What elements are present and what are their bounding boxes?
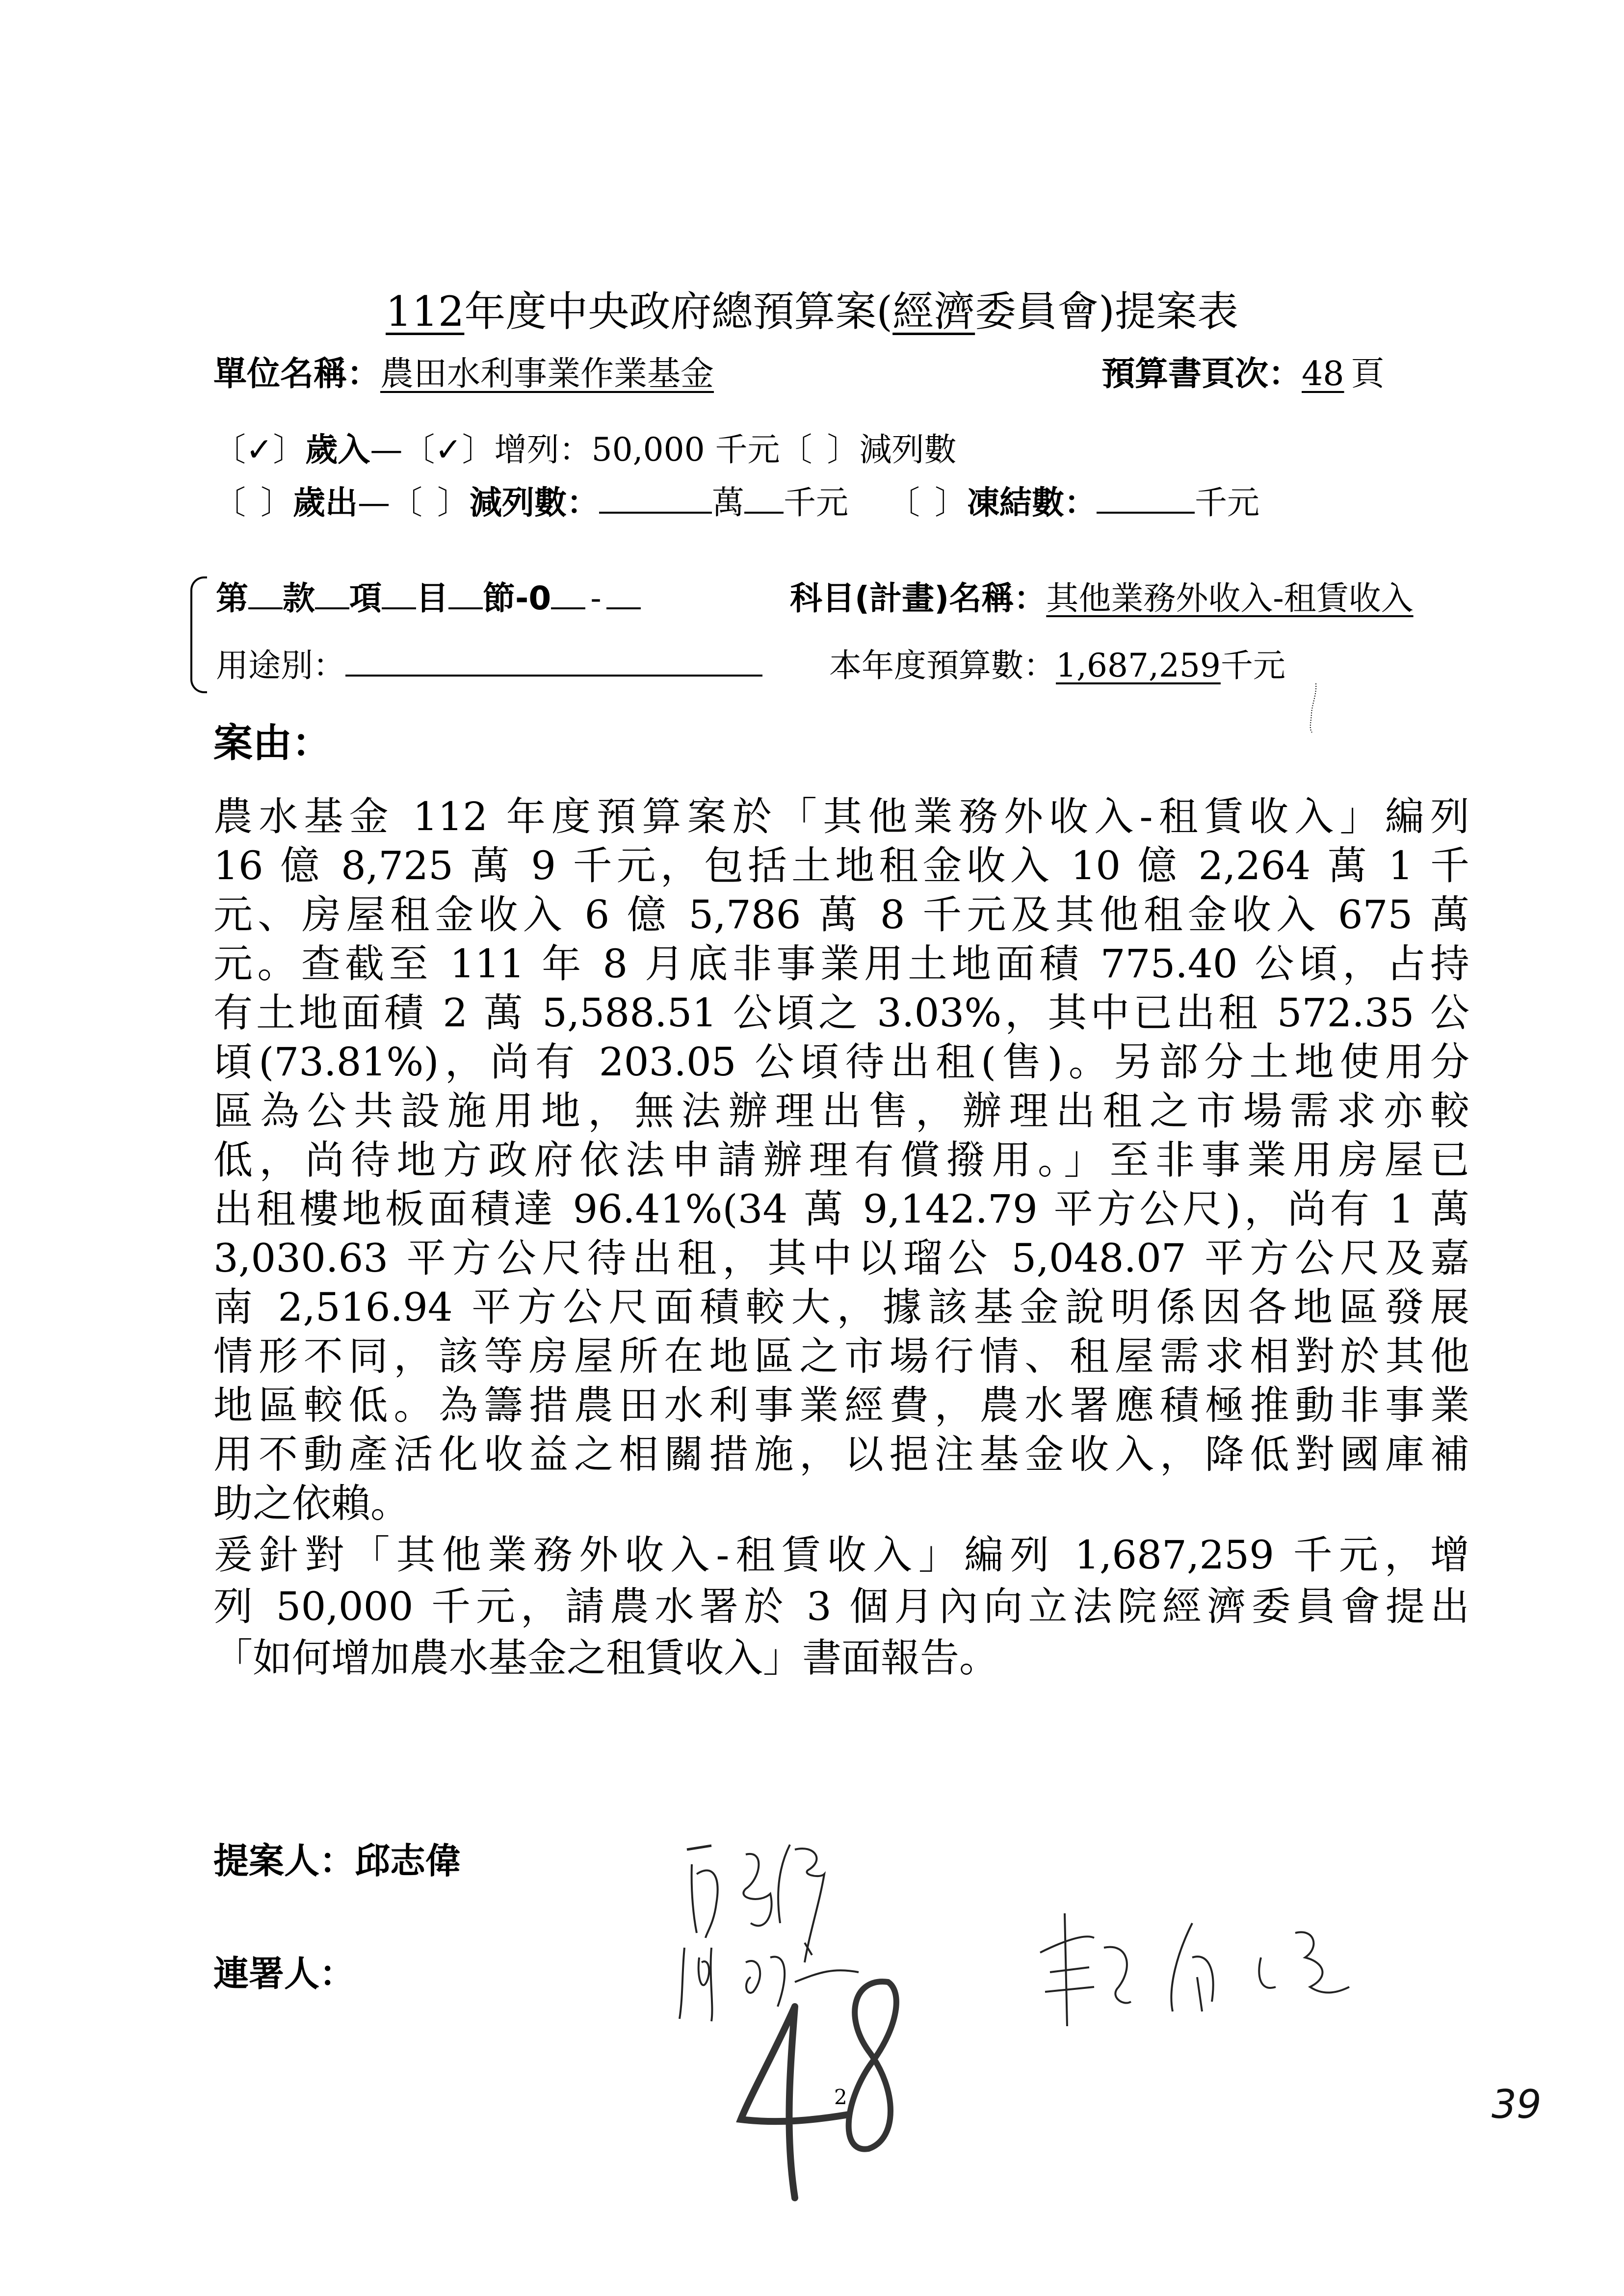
unit-row: [213, 352, 714, 396]
proposer-label: 提案人：邱志偉: [213, 1840, 461, 1881]
title-post: 委員會)提案表: [975, 287, 1238, 336]
expenditure-checkbox[interactable]: 〔 〕: [213, 484, 293, 522]
reason-line: 爰針對「其他業務外收入-租賃收入」編列 1,687,259 千元，增: [213, 1532, 1469, 1578]
reason-line: 頃(73.81%)，尚有 203.05 公頃待出租(售)。另部分土地使用分: [213, 1039, 1469, 1085]
di-label: 第: [216, 579, 248, 617]
jie-blank[interactable]: [448, 578, 483, 609]
title-committee: 經濟: [892, 287, 975, 336]
account-bracket: [190, 576, 207, 693]
revenue-label: 歲入: [305, 431, 370, 469]
exp-decrease-checkbox[interactable]: 〔 〕: [390, 484, 470, 522]
page-ref-unit: 頁: [1351, 355, 1385, 393]
usage-row: [216, 644, 762, 688]
reason-line: 用不動產活化收益之相關措施，以挹注基金收入，降低對國庫補: [213, 1432, 1469, 1477]
page-ref-label: 預算書頁次：: [1101, 355, 1302, 393]
decrease-label: 減列數: [859, 431, 957, 469]
wan-blank[interactable]: [599, 482, 712, 514]
qian-blank[interactable]: [744, 482, 784, 514]
page-title: [0, 285, 1624, 339]
increase-checkbox[interactable]: 〔✓〕: [402, 431, 495, 469]
small-mark: 2: [834, 2085, 847, 2109]
reason-line: 3,030.63 平方公尺待出租，其中以瑠公 5,048.07 平方公尺及嘉: [213, 1235, 1469, 1281]
subject-value: 其他業務外收入-租賃收入: [1046, 579, 1414, 617]
revenue-row: [213, 428, 957, 472]
qian-unit: 千元: [784, 484, 848, 522]
reason-line: 低，尚待地方政府依法申請辦理有償撥用。」至非事業用房屋已: [213, 1137, 1469, 1183]
page-ref-value: 48: [1302, 355, 1344, 393]
jie-label: 節-0: [483, 579, 551, 617]
expenditure-label: 歲出: [293, 484, 358, 522]
reason-line: 區為公共設施用地，無法辦理出售，辦理出租之市場需求亦較: [213, 1088, 1469, 1134]
usage-label: 用途別：: [216, 647, 345, 684]
freeze-label: 凍結數：: [967, 484, 1097, 522]
unit-value: 農田水利事業作業基金: [380, 355, 714, 393]
freeze-blank[interactable]: [1097, 482, 1195, 514]
revenue-checkbox[interactable]: 〔✓〕: [213, 431, 306, 469]
subject-row: [790, 576, 1414, 621]
reason-line: 「如何增加農水基金之租賃收入」書面報告。: [213, 1635, 998, 1681]
subject-label: 科目(計畫)名稱：: [790, 579, 1047, 617]
corner-page-number: 39: [1492, 2082, 1542, 2127]
usage-blank[interactable]: [345, 645, 762, 677]
xiang-label: 項: [349, 579, 382, 617]
code-blank-1[interactable]: [551, 578, 585, 609]
reason-heading: 案由：: [213, 720, 331, 766]
wan-unit: 萬: [712, 484, 744, 522]
reason-line: 有土地面積 2 萬 5,588.51 公頃之 3.03%，其中已出租 572.35 公: [213, 990, 1469, 1036]
freeze-checkbox[interactable]: 〔 〕: [888, 484, 967, 522]
freeze-unit: 千元: [1195, 484, 1259, 522]
mu-label: 目: [416, 579, 448, 617]
handwritten-page-number: [721, 1972, 927, 2218]
reason-line: 列 50,000 千元，請農水署於 3 個月內向立法院經濟委員會提出: [213, 1584, 1469, 1629]
reason-line: 南 2,516.94 平方公尺面積較大，據該基金說明係因各地區發展: [213, 1284, 1469, 1330]
unit-label: 單位名稱：: [213, 355, 381, 393]
page-ref: [1101, 352, 1385, 396]
account-row: [216, 576, 641, 621]
revenue-dash: —: [370, 431, 403, 469]
code-dash: -: [590, 579, 602, 617]
cosigner-signature-2: [1030, 1904, 1403, 2031]
reason-line: 農水基金 112 年度預算案於「其他業務外收入-租賃收入」編列: [213, 794, 1469, 839]
increase-label: 增列：50,000 千元: [494, 431, 780, 469]
kuan-label: 款: [283, 579, 315, 617]
reason-line: 元、房屋租金收入 6 億 5,786 萬 8 千元及其他租金收入 675 萬: [213, 892, 1469, 938]
budget-value: 1,687,259: [1056, 647, 1221, 684]
reason-line: 出租樓地板面積達 96.41%(34 萬 9,142.79 平方公尺)，尚有 1 萬: [213, 1186, 1469, 1232]
reason-line: 助之依賴。: [213, 1481, 410, 1526]
title-pre: 年度中央政府總預算案(: [464, 287, 893, 336]
expenditure-dash: —: [358, 484, 390, 522]
mu-blank[interactable]: [382, 578, 416, 609]
expenditure-row: [213, 481, 1259, 525]
budget-unit: 千元: [1220, 647, 1285, 684]
check-icon: ✓: [246, 431, 273, 469]
xiang-blank[interactable]: [315, 578, 349, 609]
check-icon: ✓: [435, 431, 462, 469]
cosigners-label: 連署人：: [213, 1953, 355, 1994]
stray-pen-mark: [1305, 679, 1325, 738]
budget-row: [829, 644, 1285, 688]
reason-line: 地區較低。為籌措農田水利事業經費，農水署應積極推動非事業: [213, 1383, 1469, 1428]
reason-line: 元。查截至 111 年 8 月底非事業用土地面積 775.40 公頃，占持: [213, 941, 1469, 987]
reason-line: 16 億 8,725 萬 9 千元，包括土地租金收入 10 億 2,264 萬 1 千: [213, 843, 1469, 888]
kuan-blank[interactable]: [248, 578, 283, 609]
budget-label: 本年度預算數：: [829, 647, 1056, 684]
exp-decrease-label: 減列數：: [470, 484, 599, 522]
code-blank-2[interactable]: [606, 578, 641, 609]
reason-line: 情形不同，該等房屋所在地區之市場行情、租屋需求相對於其他: [213, 1333, 1469, 1379]
decrease-checkbox[interactable]: 〔 〕: [780, 431, 860, 469]
title-year: 112: [386, 287, 465, 336]
